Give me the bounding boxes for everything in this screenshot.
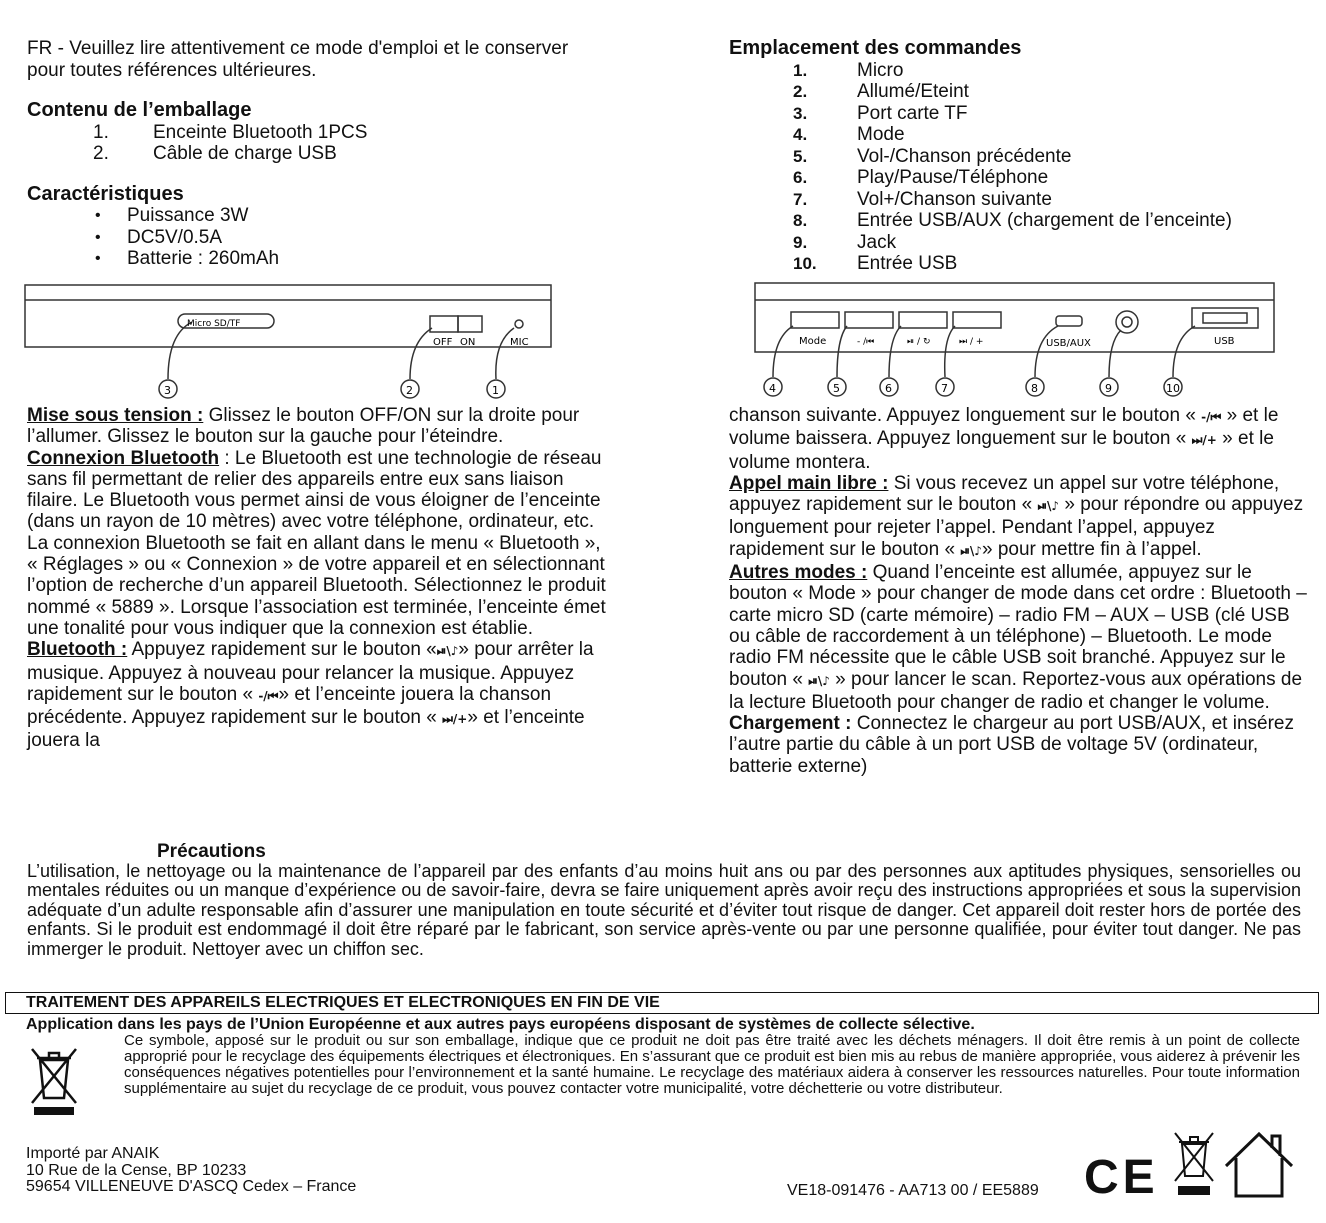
callout-2: 2 xyxy=(406,384,413,397)
specs-title: Caractéristiques xyxy=(27,182,184,205)
next-icon: ⏭/+ xyxy=(1191,433,1217,448)
bluetooth-label: Bluetooth : xyxy=(27,639,128,661)
bluetooth-continued: chanson suivante. Appuyez longuement sur le bouton « -/⏮ » et le volume baissera. Appuyez longuement sur le bouton « ⏭/+ » et le volume montera. xyxy=(729,405,1279,473)
list-item: 10. Entrée USB xyxy=(793,253,958,274)
bluetooth-section: Bluetooth : Appuyez rapidement sur le bouton «⏯\♪» pour arrêter la musique. Appuyez à nouveau pour relancer la musique. Appuyez rapidement sur le bouton « -/⏮» et l’enceinte jouera la chanson précédente. Appuyez rapidement sur le bouton « ⏭/+» et l’enceinte jouera la xyxy=(27,639,594,752)
usb-aux-label: USB/AUX xyxy=(1046,338,1091,349)
list-item: 8. Entrée USB/AUX (chargement de l’enceinte) xyxy=(793,210,1232,231)
speaker-front-diagram xyxy=(753,282,1277,400)
play-pause-icon: ⏯\♪ xyxy=(808,673,830,688)
package-title: Contenu de l’emballage xyxy=(27,99,252,121)
bt-connection-section: Connexion Bluetooth : Le Bluetooth est une technologie de réseau sans fil permettant de relier des appareils entre eux sans liaison filaire. Le Bluetooth vous permet ainsi de vous éloigner de l’enceinte (dans un rayon de 10 mètres) avec votre téléphone, ordinateur, etc. La connexion Bluetooth se fait en allant dans le menu « Bluetooth », « Réglages » ou « Connexion » de votre appareil et en sélectionnant l’option de recherche d’un appareil Bluetooth. Sélectionnez le produit nommé « 5889 ». Lorsque l’association est terminée, l’enceinte émet une tonalité pour vous indiquer que la connexion est établie. xyxy=(27,447,606,639)
previous-icon: -/⏮ xyxy=(258,688,279,703)
slot-label: Micro SD/TF xyxy=(187,319,241,329)
list-item: 9. Jack xyxy=(793,231,897,253)
list-item: • DC5V/0.5A xyxy=(95,226,223,248)
callout-3: 3 xyxy=(164,384,171,397)
list-item: 1. Micro xyxy=(793,59,904,81)
crossed-bin-icon xyxy=(1172,1130,1216,1198)
right-body-text xyxy=(729,405,1309,777)
precautions-title: Précautions xyxy=(157,841,266,862)
charging-section: Chargement : Connectez le chargeur au port USB/AUX, et insérez l’autre partie du câble à un port USB de voltage 5V (ordinateur, batterie externe) xyxy=(729,713,1294,777)
reference-number: VE18-091476 - AA713 00 / EE5889 xyxy=(787,1182,1039,1199)
callout-5: 5 xyxy=(833,382,840,395)
list-item: 5. Vol-/Chanson précédente xyxy=(793,145,1072,167)
callout-1: 1 xyxy=(492,384,499,397)
handsfree-section: Appel main libre : Si vous recevez un appel sur votre téléphone, appuyez rapidement sur le bouton « ⏯\♪ » pour répondre ou appuyez longuement pour rejeter l’appel. Pendant l’appel, appuyez rapidement sur le bouton « ⏯\♪» pour mettre fin à l’appel. xyxy=(729,472,1304,560)
play-pause-icon: ⏯\♪ xyxy=(960,543,982,558)
callout-6: 6 xyxy=(885,382,892,395)
right-column xyxy=(729,38,1309,275)
next-icon: ⏭/+ xyxy=(442,712,468,727)
importer-address: Importé par ANAIK 10 Rue de la Cense, BP 10233 59654 VILLENEUVE D'ASCQ Cedex – France xyxy=(26,1145,357,1195)
mode-label: Mode xyxy=(799,336,827,347)
mic-label: MIC xyxy=(510,337,529,348)
speaker-side-diagram xyxy=(24,284,554,404)
vol-up-label: ⏭ / + xyxy=(959,337,984,347)
callout-4: 4 xyxy=(769,382,776,395)
modes-label: Autres modes : xyxy=(729,562,868,584)
charging-label: Chargement : xyxy=(729,713,852,735)
callout-7: 7 xyxy=(941,382,948,395)
list-item: 1. Enceinte Bluetooth 1PCS xyxy=(93,121,368,143)
power-section: Mise sous tension : Glissez le bouton OFF/ON sur la droite pour l’allumer. Glissez le bouton sur la gauche pour l’éteindre. xyxy=(27,405,580,448)
list-item: 2. Câble de charge USB xyxy=(93,143,337,164)
previous-icon: -/⏮ xyxy=(1201,410,1222,424)
weee-application: Application dans les pays de l’Union Européenne et aux autres pays européens disposant de systèmes de collecte sélective. xyxy=(26,1016,975,1033)
weee-text: Ce symbole, apposé sur le produit ou sur son emballage, indique que ce produit ne doit pas être traité avec les déchets ménagers. Il doit être remis à un point de collecte approprié pour le recyclage des équipements électriques et électroniques. En s’assurant que ce produit est bien mis au rebus de manière appropriée, vous aiderez à prévenir les conséquences négatives potentielles pour l’environnement et la santé humaine. Le recyclage des matériaux aidera à conserver les ressources naturelles. Pour toute information supplémentaire au sujet du recyclage de ce produit, vous pouvez contacter votre municipalité, votre déchetterie ou votre distributeur. xyxy=(124,1032,1300,1097)
weee-title: TRAITEMENT DES APPAREILS ELECTRIQUES ET ELECTRONIQUES EN FIN DE VIE xyxy=(26,994,660,1011)
power-label: Mise sous tension : xyxy=(27,405,204,426)
precautions-section xyxy=(27,842,1301,959)
left-column xyxy=(27,38,607,270)
play-label: ⏯ / ↻ xyxy=(907,337,931,347)
on-label: ON xyxy=(460,337,476,348)
precautions-text: L’utilisation, le nettoyage ou la maintenance de l’appareil par des enfants d’au moins huit ans ou par des personnes aux aptitudes physiques, sensorielles ou mentales réduites ou un manque d’expérience ou de savoir-faire, devra se faire uniquement après avoir reçu des instructions appropriées et sous la supervision adéquate d’un adulte responsable afin d’assurer une manipulation en toute sécurité et d’éviter tout risque de danger. Cet appareil doit rester hors de portée des enfants. Si le produit est endommagé il doit être réparé par le fabricant, son service après-vente ou par une personne qualifiée, pour éviter tout danger. Ne pas immerger le produit. Nettoyer avec un chiffon sec. xyxy=(27,860,1301,959)
off-label: OFF xyxy=(433,337,453,348)
play-pause-icon: ⏯\♪ xyxy=(1037,499,1060,514)
left-body-text xyxy=(27,405,607,752)
crossed-bin-icon xyxy=(28,1044,80,1116)
play-pause-icon: ⏯\♪ xyxy=(436,644,459,659)
ce-mark: CE xyxy=(1084,1151,1159,1204)
house-icon xyxy=(1222,1130,1296,1198)
handsfree-label: Appel main libre : xyxy=(729,472,889,494)
callout-9: 9 xyxy=(1105,382,1112,395)
list-item: 3. Port carte TF xyxy=(793,102,968,124)
intro-text: FR - Veuillez lire attentivement ce mode d'emploi et le conserver pour toutes références ultérieures. xyxy=(27,38,569,81)
list-item: 6. Play/Pause/Téléphone xyxy=(793,167,1049,188)
modes-section: Autres modes : Quand l’enceinte est allumée, appuyez sur le bouton « Mode » pour changer de mode dans cet ordre : Bluetooth – carte micro SD (carte mémoire) – radio FM – AUX – USB (clé USB ou câble de raccordement à un téléphone) – Bluetooth. Le mode radio FM nécessite que le câble USB soit branché. Appuyez sur le bouton « ⏯\♪ » pour lancer le scan. Reportez-vous aux opérations de la lecture Bluetooth pour changer de radio et changer le volume. xyxy=(729,562,1307,713)
usb-label: USB xyxy=(1214,336,1235,347)
controls-title: Emplacement des commandes xyxy=(729,37,1022,59)
list-item: • Puissance 3W xyxy=(95,205,249,226)
certification-marks xyxy=(1084,1130,1304,1210)
list-item: 4. Mode xyxy=(793,124,905,145)
list-item: 7. Vol+/Chanson suivante xyxy=(793,188,1052,210)
vol-down-label: - /⏮ xyxy=(857,337,875,347)
callout-8: 8 xyxy=(1031,382,1038,395)
bt-connection-label: Connexion Bluetooth xyxy=(27,447,220,469)
list-item: 2. Allumé/Eteint xyxy=(793,81,969,102)
list-item: • Batterie : 260mAh xyxy=(95,248,280,269)
callout-10: 10 xyxy=(1166,382,1180,395)
